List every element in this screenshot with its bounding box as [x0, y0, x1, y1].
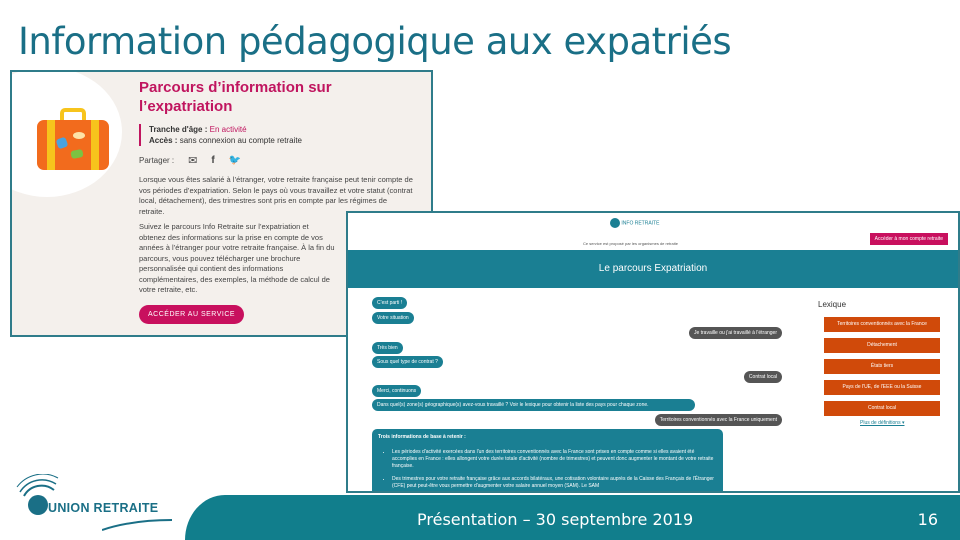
lexique-button[interactable]: États tiers — [824, 359, 940, 374]
site-subtitle: Ce service est proposé par les organismes de retraite — [583, 241, 678, 246]
site-header — [348, 213, 958, 250]
lexique-button[interactable]: Pays de l'UE, de l'EEE ou la Suisse — [824, 380, 940, 395]
chat-bubble: Merci, continuons — [372, 385, 421, 397]
expatriation-site-screenshot — [346, 211, 960, 493]
lexique-title: Lexique — [818, 300, 847, 309]
page-number: 16 — [917, 510, 938, 529]
chat-bubble: Très bien — [372, 342, 403, 354]
more-definitions-link[interactable]: Plus de définitions ▾ — [860, 420, 905, 426]
chat-bubble: Votre situation — [372, 312, 414, 324]
lexique-button[interactable]: Territoires conventionnés avec la France — [824, 317, 940, 332]
lexique-button[interactable]: Détachement — [824, 338, 940, 353]
info-item: • Des trimestres pour votre retraite française grâce aux accords bilatéraux, une cotisation volontaire auprès de la Caisse des Français de l'Étranger (CFE) peut peut-être vous permettre d'augmenter votre salaire annuel moyen (SAM). Le SAM — [392, 476, 717, 490]
info-box — [372, 429, 723, 493]
access-value: sans connexion au compte retraite — [179, 136, 302, 145]
slide-title: Information pédagogique aux expatriés — [18, 20, 732, 63]
chat-bubble: Contrat local — [744, 371, 782, 383]
site-banner: Le parcours Expatriation — [348, 250, 958, 288]
card-meta — [139, 124, 302, 146]
facebook-icon[interactable]: f — [211, 155, 215, 166]
chat-bubble: Sous quel type de contrat ? — [372, 356, 443, 368]
card-heading: Parcours d’information sur l’expatriation — [139, 79, 332, 115]
footer-text: Présentation – 30 septembre 2019 — [417, 510, 694, 529]
chat-bubble: Je travaille ou j'ai travaillé à l'étranger — [689, 327, 782, 339]
chat-bubble: Dans quel(s) zone(s) géographique(s) avez-vous travaillé ? Voir le lexique pour obtenir la liste des pays pour chaque zone. — [372, 399, 695, 411]
card-paragraph-1: Lorsque vous êtes salarié à l’étranger, votre retraite française peut tenir compte de vos périodes d’expatriation. Selon le pays où vous travaillez et votre statut (contrat local, détachement), des trimestres sont pris en compte par les régimes de retraite. — [139, 175, 413, 216]
mail-icon[interactable]: ✉ — [188, 155, 198, 167]
info-retraite-logo: INFO RETRAITE — [610, 218, 659, 228]
info-item: • Les périodes d'activité exercées dans l'un des territoires conventionnés avec la France sont prises en compte comme si elles avaient été accomplies en France : elles allongent votre durée totale d'activité (nombre de trimestres) et peuvent donc augmenter le montant de votre retraite française. — [392, 449, 717, 470]
twitter-icon[interactable]: 🐦 — [228, 155, 242, 166]
age-label: Tranche d'âge : — [149, 125, 208, 134]
chat-bubble: Territoires conventionnés avec la France uniquement — [655, 414, 782, 426]
account-button[interactable]: Accéder à mon compte retraite — [870, 233, 948, 245]
access-service-button[interactable]: ACCÉDER AU SERVICE — [139, 305, 244, 324]
access-label: Accès : — [149, 136, 178, 145]
chat-bubble: C'est parti ! — [372, 297, 407, 309]
info-title: Trois informations de base à retenir : — [378, 434, 466, 440]
age-value: En activité — [209, 125, 247, 134]
union-retraite-logo: UNION RETRAITE — [14, 474, 174, 534]
share-row — [139, 154, 241, 167]
slide-footer — [185, 495, 960, 540]
card-paragraph-2: Suivez le parcours Info Retraite sur l’expatriation et obtenez des informations sur la prise en compte de vos années à l’étranger pour votre retraite française. À la fin du parcours, vous pouvez télécharger une brochure personnalisée qui contient des informations complémentaires, des exemples, la méthode de calcul de votre retraite, etc. — [139, 222, 335, 294]
share-label: Partager : — [139, 156, 175, 165]
lexique-button[interactable]: Contrat local — [824, 401, 940, 416]
